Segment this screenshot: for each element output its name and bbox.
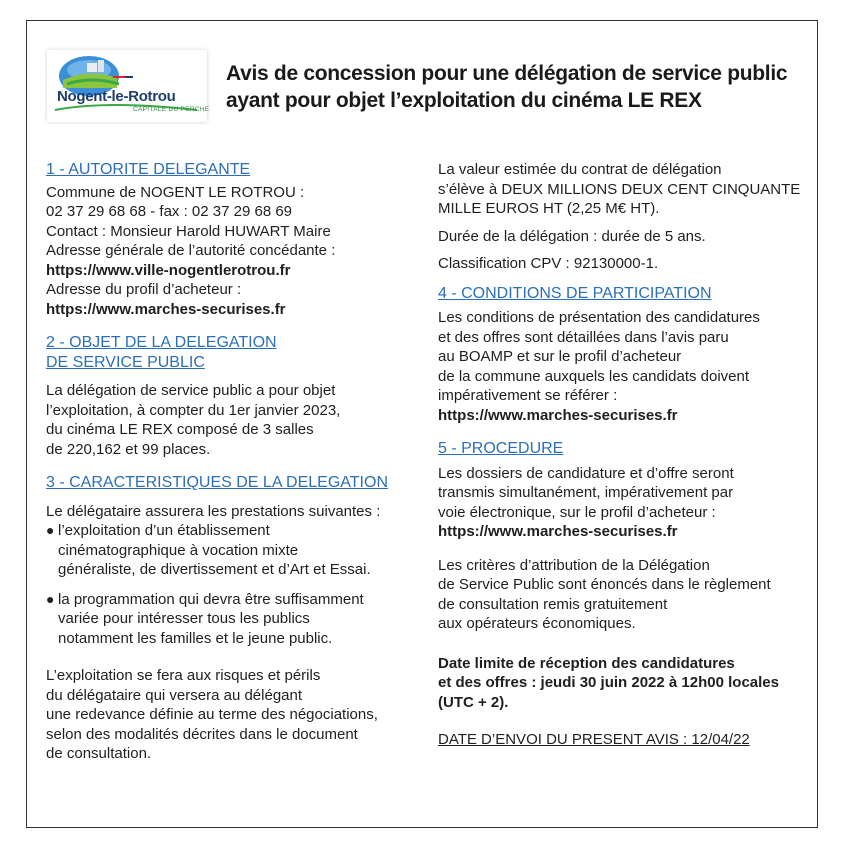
- criteria-line: de consultation remis gratuitement: [438, 595, 668, 613]
- bullet-text: variée pour intéresser tous les publics: [58, 610, 310, 627]
- section-3-heading: 3 - CARACTERISTIQUES DE LA DELEGATION: [46, 474, 388, 491]
- value-line: MILLE EUROS HT (2,25 M€ HT).: [438, 200, 660, 217]
- object-line: du cinéma LE REX composé de 3 salles: [46, 421, 314, 438]
- notice-title: [226, 60, 806, 114]
- service-bullet: [46, 590, 416, 649]
- section-5-heading: 5 - PROCEDURE: [438, 440, 564, 457]
- left-column: [46, 160, 416, 764]
- object-line: La délégation de service public a pour objet: [46, 382, 336, 399]
- object-line: l’exploitation, à compter du 1er janvier 2023,: [46, 401, 341, 419]
- section-2-heading-cont: DE SERVICE PUBLIC: [46, 353, 205, 371]
- closing-line: de consultation.: [46, 745, 152, 762]
- conditions-line: impérativement se référer :: [438, 387, 618, 404]
- value-line: s’élève à DEUX MILLIONS DEUX CENT CINQUANTE: [438, 180, 801, 198]
- procedure-line: Les dossiers de candidature et d’offre seront: [438, 464, 734, 482]
- title-line-2: ayant pour objet l’exploitation du cinéma LE REX: [226, 89, 702, 112]
- criteria-line: aux opérateurs économiques.: [438, 615, 636, 632]
- logo-subtitle: CAPITALE DU PERCHE: [133, 106, 210, 113]
- duration-line: Durée de la délégation : durée de 5 ans.: [438, 227, 706, 245]
- title-line-1: Avis de concession pour une délégation de service public: [226, 62, 788, 85]
- conditions-line: et des offres sont détaillées dans l’avis paru: [438, 328, 729, 346]
- conditions-link[interactable]: https://www.marches-securises.fr: [438, 406, 678, 424]
- buyer-profile-link[interactable]: https://www.marches-securises.fr: [46, 300, 286, 318]
- bullet-icon: ●: [46, 590, 55, 607]
- closing-line: du délégataire qui versera au délégant: [46, 686, 303, 704]
- deadline-line: et des offres : jeudi 30 juin 2022 à 12h00 locales: [438, 674, 779, 691]
- logo-name: Nogent-le-Rotrou: [57, 88, 176, 105]
- bullet-text: notamment les familles et le jeune public.: [58, 629, 333, 647]
- closing-line: selon des modalités décrites dans le document: [46, 725, 358, 743]
- section-1-heading: 1 - AUTORITE DELEGANTE: [46, 161, 251, 178]
- conditions-line: Les conditions de présentation des candidatures: [438, 309, 760, 326]
- bullet-text: cinématographique à vocation mixte: [58, 541, 299, 559]
- services-intro: Le délégataire assurera les prestations suivantes :: [46, 502, 381, 520]
- procedure-line: voie électronique, sur le profil d’acheteur :: [438, 503, 716, 521]
- bullet-text: généraliste, de divertissement et d’Art et Essai.: [58, 561, 371, 578]
- bullet-text: l’exploitation d’un établissement: [58, 522, 270, 539]
- closing-line: L’exploitation se fera aux risques et périls: [46, 667, 321, 684]
- deadline-line: (UTC + 2).: [438, 693, 509, 711]
- cpv-line: Classification CPV : 92130000-1.: [438, 255, 659, 272]
- bullet-icon: ●: [46, 522, 55, 538]
- procedure-line: transmis simultanément, impérativement par: [438, 484, 734, 501]
- conditions-line: de la commune auxquels les candidats doivent: [438, 367, 750, 385]
- right-column: [438, 160, 808, 750]
- procedure-link[interactable]: https://www.marches-securises.fr: [438, 523, 678, 540]
- deadline-line: Date limite de réception des candidatures: [438, 654, 735, 672]
- criteria-line: de Service Public sont énoncés dans le règlement: [438, 576, 771, 593]
- closing-line: une redevance définie au terme des négociations,: [46, 706, 378, 723]
- object-line: de 220,162 et 99 places.: [46, 440, 211, 458]
- profile-label: Adresse du profil d’acheteur :: [46, 281, 242, 298]
- website-link[interactable]: https://www.ville-nogentlerotrou.fr: [46, 261, 291, 279]
- city-logo: [47, 50, 210, 122]
- authority-line: 02 37 29 68 68 - fax : 02 37 29 68 69: [46, 203, 293, 220]
- service-bullet: [46, 521, 416, 580]
- bullet-text: la programmation qui devra être suffisamment: [58, 590, 364, 608]
- conditions-line: au BOAMP et sur le profil d’acheteur: [438, 348, 682, 365]
- value-line: La valeur estimée du contrat de délégation: [438, 161, 722, 178]
- section-4-heading: 4 - CONDITIONS DE PARTICIPATION: [438, 284, 712, 302]
- criteria-line: Les critères d’attribution de la Délégation: [438, 556, 710, 574]
- authority-line: Commune de NOGENT LE ROTROU :: [46, 183, 305, 201]
- section-2-heading: 2 - OBJET DE LA DELEGATION: [46, 334, 277, 351]
- authority-line: Adresse générale de l’autorité concédante :: [46, 242, 336, 259]
- sent-date: DATE D’ENVOI DU PRESENT AVIS : 12/04/22: [438, 731, 750, 748]
- authority-line: Contact : Monsieur Harold HUWART Maire: [46, 222, 331, 240]
